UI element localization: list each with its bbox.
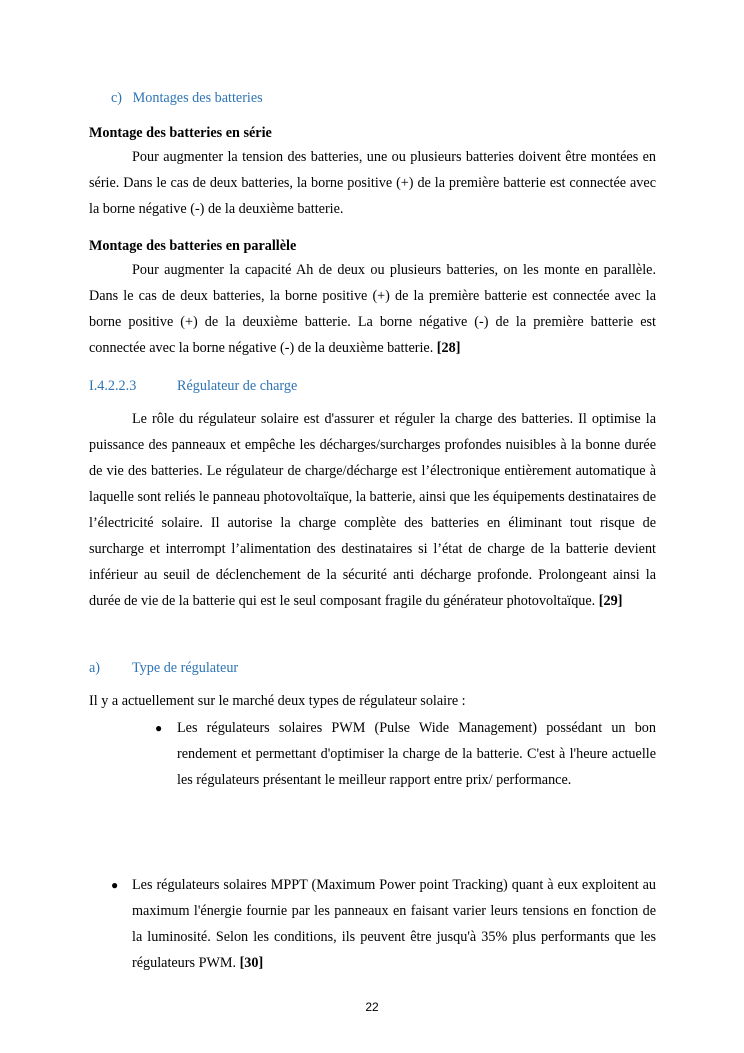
paragraph-serie: Pour augmenter la tension des batteries, une ou plusieurs batteries doivent être montées en série. Dans le cas de deux batteries, la borne positive (+) de la première batterie est connectée avec la borne négative (-) de la deuxième batterie.: [89, 149, 656, 217]
item-text: Les régulateurs solaires MPPT (Maximum Power point Tracking) quant à eux exploitent au maximum l'énergie fournie par les panneaux en faisant varier leurs tensions en fonction de la luminosité. Selon les conditions, ils peuvent être jusqu'à 35% plus performants que les régulateurs PWM.: [132, 877, 656, 971]
paragraph-text: Le rôle du régulateur solaire est d'assurer et réguler la charge des batteries. Il optimise la puissance des panneaux et empêche les décharges/surcharges profondes nuisibles à la bonne durée de vie des batteries. Le régulateur de charge/décharge est l’électronique entièrement automatique à laquelle sont reliés le panneau photovoltaïque, la batterie, ainsi que les équipements destinataires de l’électricité solaire. Il autorise la charge complète des batteries en éliminant tout risque de surcharge et interrompt l’alimentation des destinataires si l’état de charge de la batterie devient inférieur au seuil de déclenchement de la sécurité anti décharge profonde. Prolongeant ainsi la durée de vie de la batterie qui est le seul composant fragile du générateur photovoltaïque.: [89, 411, 656, 609]
section-number: I.4.2.2.3: [89, 378, 137, 394]
section-title: Régulateur de charge: [177, 378, 298, 394]
section-label: a): [89, 660, 101, 676]
subheading-parallele: [89, 237, 296, 255]
bullet-icon: ●: [155, 721, 163, 735]
section-heading-regulateur: [89, 377, 297, 395]
subheading-text: Montage des batteries en parallèle: [89, 238, 297, 254]
list-item: [155, 715, 656, 793]
subheading-text: Montage des batteries en série: [89, 125, 272, 141]
section-heading-c: [111, 89, 263, 107]
section-heading-type: [89, 659, 238, 677]
section-label: c): [111, 90, 123, 106]
bullet-icon: ●: [111, 878, 119, 892]
citation-ref: [29]: [598, 593, 623, 609]
citation-ref: [30]: [239, 955, 264, 971]
paragraph-text: Pour augmenter la capacité Ah de deux ou plusieurs batteries, on les monte en parallèle. Dans le cas de deux batteries, la borne positive (+) de la première batterie est connectée avec la borne positive (+) de la deuxième batterie. La borne négative (-) de la première batterie est connectée avec la borne négative (-) de la deuxième batterie.: [89, 262, 656, 356]
document-page: [89, 0, 656, 971]
list-item-text: Les régulateurs solaires PWM (Pulse Wide Management) possédant un bon rendement et permettant d'optimiser la charge de la batterie. C'est à l'heure actuelle les régulateurs présentant le meilleur rapport entre prix/ performance.: [177, 720, 656, 788]
paragraph-regulateur: [89, 406, 656, 614]
list-item: [111, 872, 656, 976]
subheading-serie: [89, 124, 272, 142]
page-number: 22: [365, 1000, 379, 1014]
paragraph-parallele: [89, 257, 656, 361]
section-title: Type de régulateur: [132, 660, 239, 676]
section-title: Montages des batteries: [132, 90, 263, 106]
list-item-text: [132, 872, 656, 976]
paragraph-intro: Il y a actuellement sur le marché deux types de régulateur solaire :: [89, 693, 466, 709]
citation-ref: [28]: [436, 340, 461, 356]
